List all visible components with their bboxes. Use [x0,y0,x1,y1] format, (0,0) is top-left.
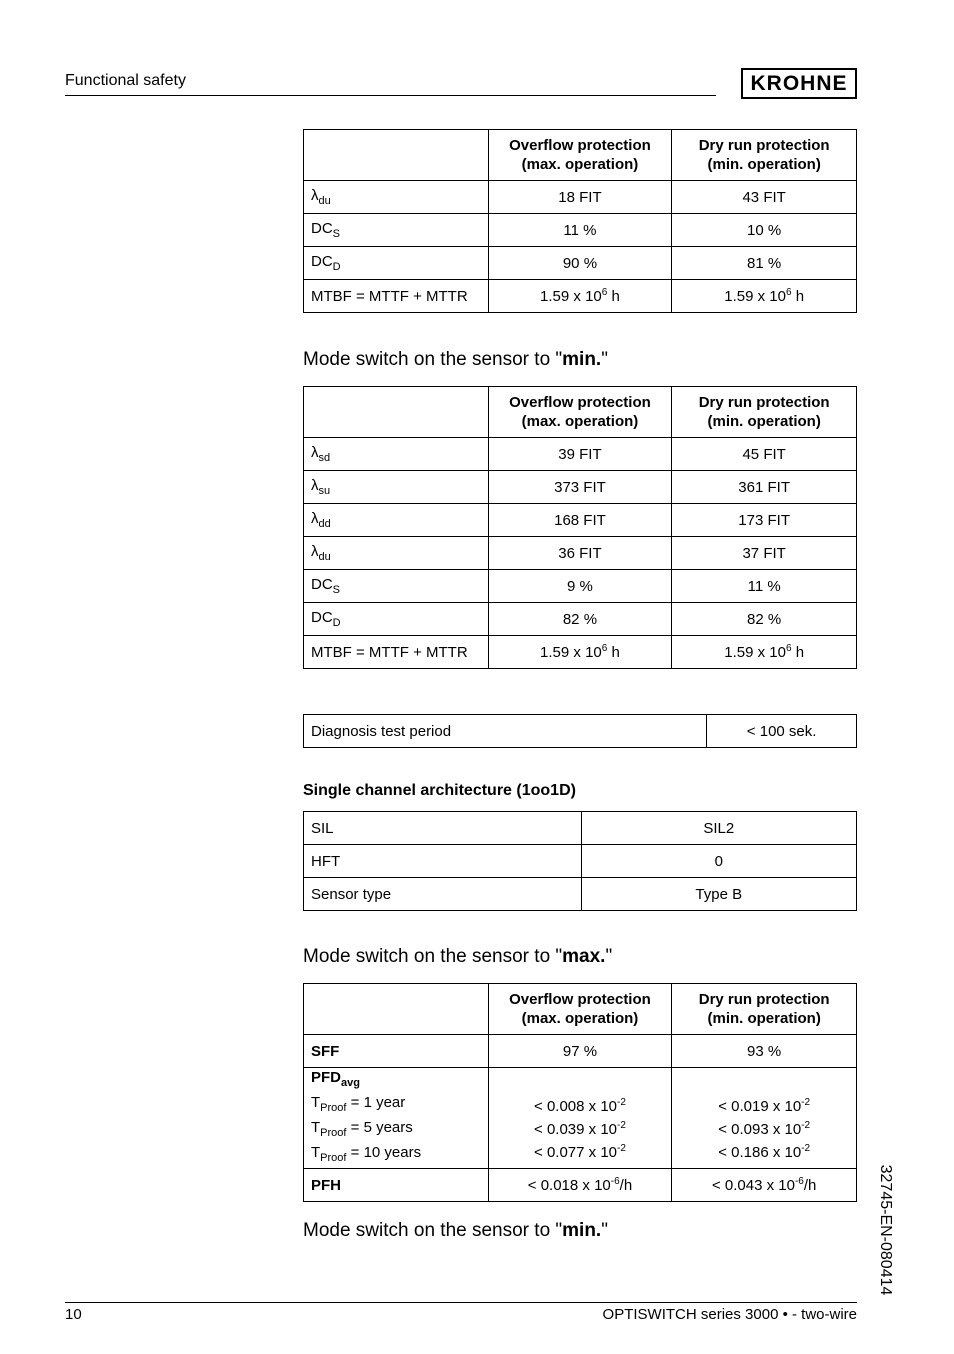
row-label: Sensor type [304,878,582,911]
dryrun-value: 1.59 x $10^6$ h [672,636,857,669]
table-row [304,1169,857,1202]
overflow-value: 39 FIT [488,438,672,471]
table-row [304,845,857,878]
row-label: $PFD_{avg}$ $T_{Proof} = 1$ year $T_{Proof} = 5$ years $T_{Proof} = 10$ years [304,1068,489,1169]
dryrun-value: 11 % [672,570,857,603]
overflow-value: 36 FIT [488,537,672,570]
row-value: SIL2 [581,812,857,845]
table-row [304,1068,857,1169]
table-row [304,603,857,636]
section-heading: Single channel architecture (1oo1D) [303,782,576,799]
header-overflow: Overflow protection (max. operation) [488,387,672,438]
dryrun-value: 81 % [672,247,857,280]
row-label: SIL [304,812,582,845]
overflow-value: < 0.018 x $10^{-6}/h$ [488,1169,672,1202]
table-row [304,214,857,247]
table-row [304,878,857,911]
overflow-value: 18 FIT [488,181,672,214]
dryrun-value: 173 FIT [672,504,857,537]
dryrun-value: 37 FIT [672,537,857,570]
table-1-header [304,130,857,181]
header-overflow: Overflow protection (max. operation) [488,984,672,1035]
row-label: $DC_D$ [304,603,489,636]
dryrun-value: 361 FIT [672,471,857,504]
row-label: HFT [304,845,582,878]
table-row [304,570,857,603]
krohne-logo: KROHNE [741,68,857,99]
table-1 [303,129,857,313]
dryrun-value: 93 % [672,1035,857,1068]
overflow-value: 11 % [488,214,672,247]
dryrun-value: < 0.019 x $10^{-2}$ < 0.093 x $10^{-2}$ < 0.186 x $10^{-2}$ [672,1068,857,1169]
footer-product: OPTISWITCH series 3000 • - two-wire [602,1306,857,1323]
overflow-value: 82 % [488,603,672,636]
overflow-value: 1.59 x $10^6$ h [488,636,672,669]
row-label: $DC_D$ [304,247,489,280]
row-label: MTBF = MTTF + MTTR [304,636,489,669]
row-value: Type B [581,878,857,911]
mode-switch-heading: Mode switch on the sensor to "max." [303,946,613,967]
single-channel-table [303,811,857,911]
dryrun-value: 82 % [672,603,857,636]
row-label: $\lambda_{dd}$ [304,504,489,537]
header-overflow: Overflow protection (max. operation) [488,130,672,181]
header-empty [304,387,489,438]
dryrun-value: 1.59 x $10^6$ h [672,280,857,313]
diagnosis-table [303,714,857,748]
table-row [304,504,857,537]
table-row [304,471,857,504]
header-empty [304,130,489,181]
document-code: 32745-EN-080414 [877,1164,894,1296]
overflow-value: 90 % [488,247,672,280]
table-row [304,1035,857,1068]
header-dryrun: Dry run protection (min. operation) [672,387,857,438]
diagnosis-label: Diagnosis test period [304,715,707,748]
overflow-value: 97 % [488,1035,672,1068]
dryrun-value: 10 % [672,214,857,247]
footer-rule [65,1302,857,1303]
table-row [304,280,857,313]
table-row [304,636,857,669]
dryrun-value: 45 FIT [672,438,857,471]
dryrun-value: 43 FIT [672,181,857,214]
mode-switch-heading: Mode switch on the sensor to "min." [303,1220,608,1241]
table-row [304,247,857,280]
header-dryrun: Dry run protection (min. operation) [672,130,857,181]
table-row [304,715,857,748]
row-label: $DC_S$ [304,570,489,603]
overflow-value: < 0.008 x $10^{-2}$ < 0.039 x $10^{-2}$ < 0.077 x $10^{-2}$ [488,1068,672,1169]
table-row [304,181,857,214]
table-3 [303,983,857,1202]
overflow-value: 168 FIT [488,504,672,537]
header-empty [304,984,489,1035]
row-label: $DC_S$ [304,214,489,247]
row-label: PFH [304,1169,489,1202]
header-dryrun: Dry run protection (min. operation) [672,984,857,1035]
row-label: SFF [304,1035,489,1068]
table-row [304,812,857,845]
overflow-value: 1.59 x $10^6$ h [488,280,672,313]
row-value: 0 [581,845,857,878]
diagnosis-value: < 100 sek. [707,715,857,748]
dryrun-value: < 0.043 x $10^{-6}/h$ [672,1169,857,1202]
row-label: $\lambda_{du}$ [304,537,489,570]
table-row [304,537,857,570]
table-3-header [304,984,857,1035]
table-row [304,438,857,471]
table-2 [303,386,857,669]
page-header-title: Functional safety [65,72,186,89]
table-2-header [304,387,857,438]
header-rule [65,95,716,96]
row-label: $\lambda_{sd}$ [304,438,489,471]
mode-switch-heading: Mode switch on the sensor to "min." [303,349,608,370]
row-label: $\lambda_{du}$ [304,181,489,214]
overflow-value: 9 % [488,570,672,603]
row-label: $\lambda_{su}$ [304,471,489,504]
overflow-value: 373 FIT [488,471,672,504]
row-label: MTBF = MTTF + MTTR [304,280,489,313]
page-number: 10 [65,1306,82,1323]
